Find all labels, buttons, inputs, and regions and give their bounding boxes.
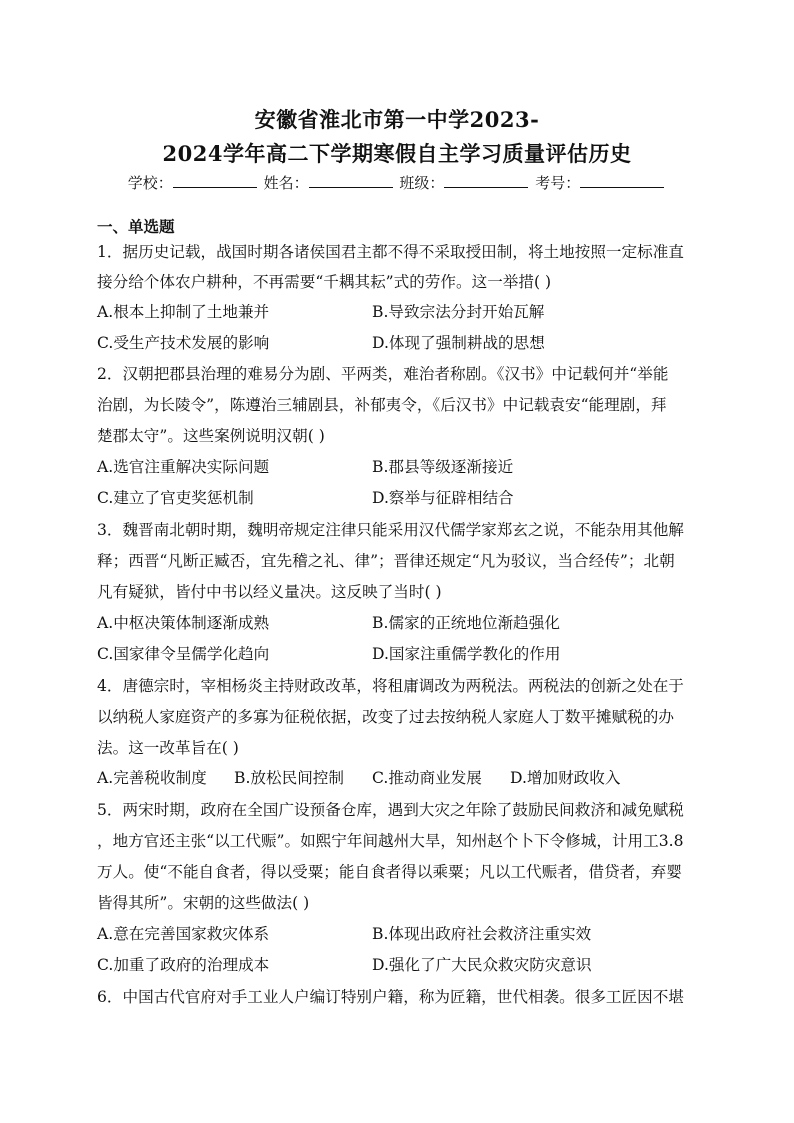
question-3-option-d[interactable]: D.国家注重儒学教化的作用 (372, 645, 561, 663)
question-6-line-1: 6．中国古代官府对手工业人户编订特别户籍，称为匠籍，世代相袭。很多工匠因不堪 (97, 988, 684, 1006)
exam-number-blank[interactable] (580, 173, 664, 188)
question-5-line-3: 万人。使“不能自食者，得以受粟；能自食者得以乘粟；凡以工代赈者，借贷者，弃婴 (97, 863, 682, 881)
class-label: 班级： (399, 174, 445, 192)
question-3-line-3: 凡有疑狱，皆付中书以经义量决。这反映了当时( ) (97, 583, 442, 601)
exam-number-label: 考号： (535, 174, 581, 192)
question-4-line-1: 4．唐德宗时，宰相杨炎主持财政改革，将租庸调改为两税法。两税法的创新之处在于 (97, 677, 684, 695)
school-blank[interactable] (173, 173, 257, 188)
school-label: 学校： (127, 174, 173, 192)
question-5-line-1: 5．两宋时期，政府在全国广设预备仓库，遇到大灾之年除了鼓励民间救济和减免赋税 (97, 801, 684, 819)
question-2-option-d[interactable]: D.察举与征辟相结合 (372, 489, 514, 507)
class-blank[interactable] (444, 173, 528, 188)
question-3-option-b[interactable]: B.儒家的正统地位渐趋强化 (372, 614, 560, 632)
question-1-option-a[interactable]: A.根本上抑制了土地兼并 (97, 303, 270, 321)
question-4-option-d[interactable]: D.增加财政收入 (510, 769, 621, 787)
question-1-line-2: 接分给个体农户耕种，不再需要“千耦其耘”式的劳作。这一举措( ) (97, 273, 552, 291)
question-5-line-2: ，地方官还主张“以工代赈”。如熙宁年间越州大旱，知州赵个卜下令修城，计用工3.8 (97, 832, 684, 850)
question-1-line-1: 1．据历史记载，战国时期各诸侯国君主都不得不采取授田制，将土地按照一定标准直 (97, 243, 684, 261)
question-4-option-a[interactable]: A.完善税收制度 (97, 769, 207, 787)
question-4-option-c[interactable]: C.推动商业发展 (372, 769, 482, 787)
question-5-option-c[interactable]: C.加重了政府的治理成本 (97, 956, 270, 974)
student-info-row (0, 172, 794, 193)
question-1-option-c[interactable]: C.受生产技术发展的影响 (97, 334, 270, 352)
question-2-option-a[interactable]: A.选官注重解决实际问题 (97, 458, 270, 476)
section-heading: 一、单选题 (97, 218, 175, 236)
question-4-line-3: 法。这一改革旨在( ) (97, 739, 239, 757)
document-title-line-1: 安徽省淮北市第一中学2023- (254, 107, 540, 132)
question-2-option-c[interactable]: C.建立了官吏奖惩机制 (97, 489, 254, 507)
question-5-option-d[interactable]: D.强化了广大民众救灾防灾意识 (372, 956, 592, 974)
question-2-line-3: 楚郡太守”。这些案例说明汉朝( ) (97, 427, 325, 445)
name-blank[interactable] (309, 173, 393, 188)
question-2-line-2: 治剧，为长陵令”，陈遵治三辅剧县，补郁夷令，《后汉书》中记载袁安“能理剧，拜 (97, 396, 667, 414)
question-1-option-d[interactable]: D.体现了强制耕战的思想 (372, 334, 545, 352)
document-title-line-2: 2024学年高二下学期寒假自主学习质量评估历史 (162, 141, 632, 166)
question-2-option-b[interactable]: B.郡县等级逐渐接近 (372, 458, 514, 476)
question-3-line-1: 3．魏晋南北朝时期，魏明帝规定注律只能采用汉代儒学家郑玄之说，不能杂用其他解 (97, 521, 684, 539)
question-3-option-a[interactable]: A.中枢决策体制逐渐成熟 (97, 614, 270, 632)
question-4-line-2: 以纳税人家庭资产的多寡为征税依据，改变了过去按纳税人家庭人丁数平摊赋税的办 (97, 708, 674, 726)
question-1-option-b[interactable]: B.导致宗法分封开始瓦解 (372, 303, 545, 321)
question-5-option-b[interactable]: B.体现出政府社会救济注重实效 (372, 925, 592, 943)
question-2-line-1: 2．汉朝把郡县治理的难易分为剧、平两类，难治者称剧。《汉书》中记载何并“举能 (97, 365, 669, 383)
question-4-option-b[interactable]: B.放松民间控制 (234, 769, 344, 787)
question-5-line-4: 皆得其所”。宋朝的这些做法( ) (97, 894, 310, 912)
question-5-option-a[interactable]: A.意在完善国家救灾体系 (97, 925, 270, 943)
question-3-option-c[interactable]: C.国家律令呈儒学化趋向 (97, 645, 270, 663)
name-label: 姓名： (263, 174, 309, 192)
question-3-line-2: 释；西晋“凡断正臧否，宜先稽之礼、律”；晋律还规定“凡为驳议，当合经传”；北朝 (97, 552, 675, 570)
